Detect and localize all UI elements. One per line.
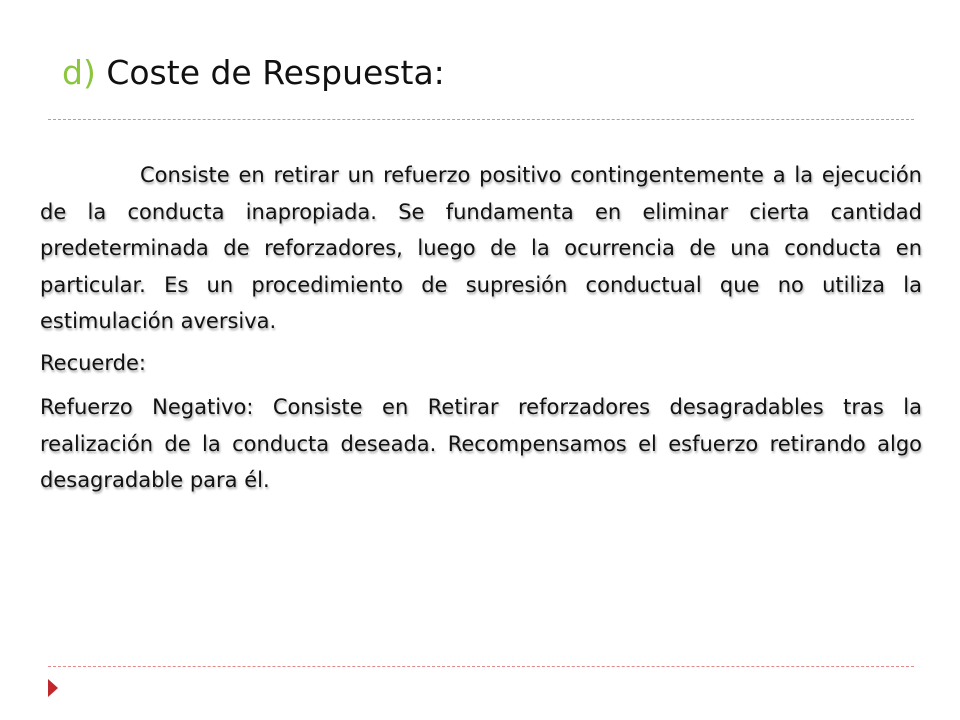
bottom-divider <box>48 666 914 667</box>
arrow-right-icon <box>48 679 58 697</box>
title-text: Coste de Respuesta: <box>106 53 445 92</box>
title-prefix: d) <box>62 53 96 92</box>
slide-body <box>40 157 922 499</box>
recuerde-heading: Recuerde: <box>40 350 146 375</box>
refuerzo-negativo-paragraph: Refuerzo Negativo: Consiste en Retirar reforzadores desagradables tras la realización de la conducta deseada. Recompensamos el esfuerzo retirando algo desagradable para él. <box>40 395 922 492</box>
definition-paragraph: Consiste en retirar un refuerzo positivo contingentemente a la ejecución de la conducta inapropiada. Se fundamenta en eliminar cierta cantidad predeterminada de reforzadores, luego de la ocurrencia de una conducta en particular. Es un procedimiento de supresión conductual que no utiliza la estimulación aversiva. <box>40 163 922 333</box>
slide-title <box>62 50 445 96</box>
top-divider <box>48 119 914 120</box>
